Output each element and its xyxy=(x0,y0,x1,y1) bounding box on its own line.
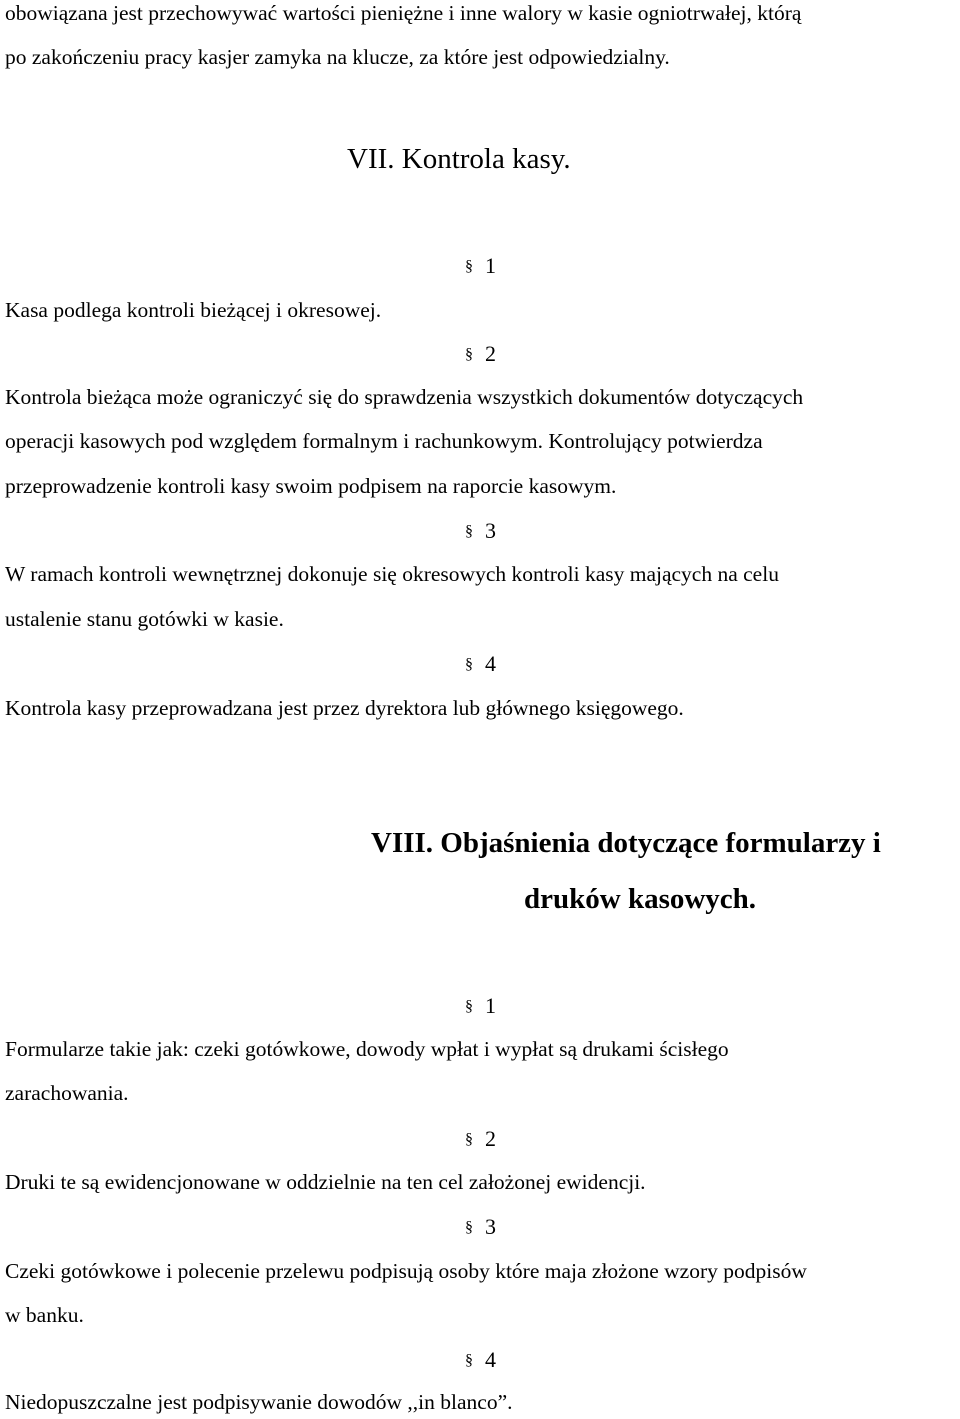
body-text-line: Druki te są ewidencjonowane w oddzielnie na ten cel założonej ewidencji. xyxy=(5,1170,646,1194)
paragraph-number xyxy=(465,1128,496,1150)
paragraph-number-value: 2 xyxy=(485,1126,496,1151)
paragraph-number-value: 3 xyxy=(485,518,496,543)
paragraph-number xyxy=(465,520,496,542)
section-heading-viii-line2: druków kasowych. xyxy=(524,883,757,915)
body-text-line: operacji kasowych pod względem formalnym i rachunkowym. Kontrolujący potwierdza xyxy=(5,429,763,453)
section-heading-vii: VII. Kontrola kasy. xyxy=(347,143,571,175)
body-text-line: po zakończeniu pracy kasjer zamyka na klucze, za które jest odpowiedzialny. xyxy=(5,45,670,69)
paragraph-number xyxy=(465,653,496,675)
paragraph-number xyxy=(465,1349,496,1371)
section-heading-viii-line1: VIII. Objaśnienia dotyczące formularzy i xyxy=(371,827,881,859)
section-sign-icon: § xyxy=(465,998,473,1015)
section-sign-icon: § xyxy=(465,346,473,363)
body-text-line: w banku. xyxy=(5,1303,84,1327)
paragraph-number xyxy=(465,255,496,277)
section-sign-icon: § xyxy=(465,1131,473,1148)
section-sign-icon: § xyxy=(465,1219,473,1236)
paragraph-number xyxy=(465,1216,496,1238)
body-text-line: Kontrola kasy przeprowadzana jest przez dyrektora lub głównego księgowego. xyxy=(5,696,684,720)
section-sign-icon: § xyxy=(465,1352,473,1369)
section-sign-icon: § xyxy=(465,258,473,275)
paragraph-number-value: 1 xyxy=(485,253,496,278)
paragraph-number xyxy=(465,995,496,1017)
body-text-line: Kasa podlega kontroli bieżącej i okresowej. xyxy=(5,298,382,322)
body-text-line: Kontrola bieżąca może ograniczyć się do sprawdzenia wszystkich dokumentów dotyczących xyxy=(5,385,804,409)
body-text-line: Formularze takie jak: czeki gotówkowe, dowody wpłat i wypłat są drukami ścisłego xyxy=(5,1037,729,1061)
body-text-line: W ramach kontroli wewnętrznej dokonuje się okresowych kontroli kasy mających na celu xyxy=(5,562,779,586)
paragraph-number-value: 4 xyxy=(485,651,496,676)
paragraph-number xyxy=(465,343,496,365)
paragraph-number-value: 4 xyxy=(485,1347,496,1372)
section-sign-icon: § xyxy=(465,523,473,540)
paragraph-number-value: 2 xyxy=(485,341,496,366)
body-text-line: przeprowadzenie kontroli kasy swoim podpisem na raporcie kasowym. xyxy=(5,474,617,498)
section-sign-icon: § xyxy=(465,656,473,673)
body-text-line: Niedopuszczalne jest podpisywanie dowodów ,,in blanco”. xyxy=(5,1390,513,1414)
body-text-line: obowiązana jest przechowywać wartości pieniężne i inne walory w kasie ogniotrwałej, którą xyxy=(5,1,802,25)
body-text-line: zarachowania. xyxy=(5,1081,129,1105)
paragraph-number-value: 1 xyxy=(485,993,496,1018)
body-text-line: ustalenie stanu gotówki w kasie. xyxy=(5,607,284,631)
paragraph-number-value: 3 xyxy=(485,1214,496,1239)
body-text-line: Czeki gotówkowe i polecenie przelewu podpisują osoby które maja złożone wzory podpisów xyxy=(5,1259,807,1283)
